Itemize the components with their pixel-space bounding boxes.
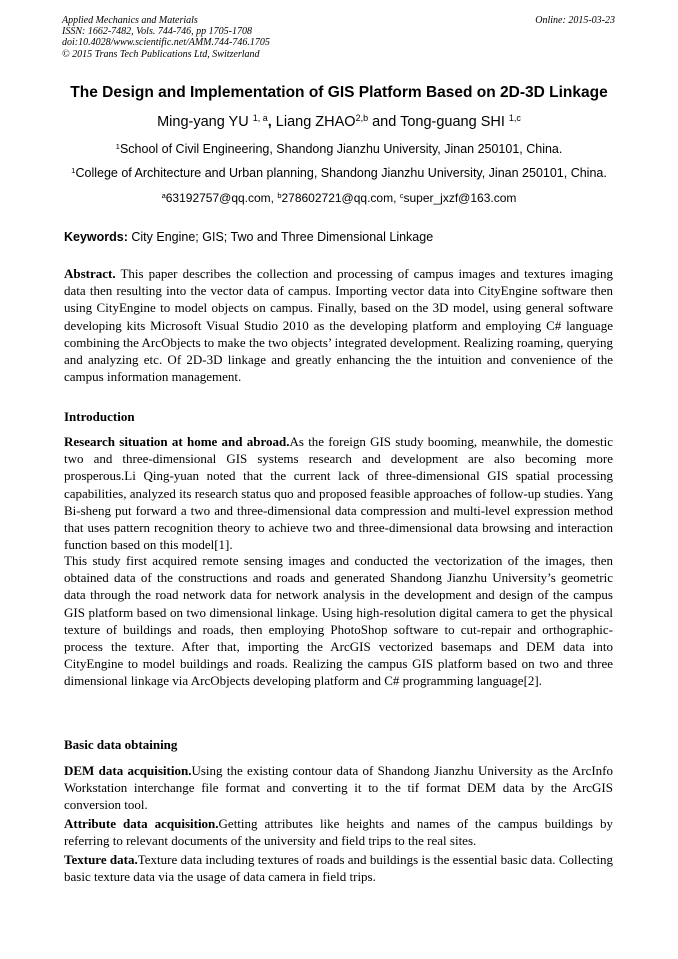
paper-title: The Design and Implementation of GIS Platform Based on 2D-3D Linkage — [70, 84, 608, 101]
attribute-paragraph — [64, 815, 613, 849]
texture-paragraph — [64, 851, 613, 885]
email-a-mark: a — [161, 190, 166, 200]
author-1: Ming-yang YU — [157, 114, 253, 130]
affiliation-1 — [40, 142, 638, 156]
email-c: super_jxzf@163.com — [403, 191, 517, 205]
copyright-line: © 2015 Trans Tech Publications Ltd, Switzerland — [62, 48, 260, 60]
author-2-affiliation: 2,b — [355, 113, 369, 124]
research-text: As the foreign GIS study booming, meanwhile, the domestic two and three-dimensional GIS systems research and development are also becoming more prosperous.Li Qing-yuan noted that the current lack of three-dimensional GIS spatial processing capabilities, analyzed its research status quo and proposed feasible approaches of follow-up studies. Yang Bi-sheng put forward a two and three-dimensional data compression and multi-level expression method that uses pattern recognition theory to achieve two and three-dimensional data browsing and interaction function based on this model[1]. — [64, 434, 613, 553]
affiliation-2-text: College of Architecture and Urban planning, Shandong Jianzhu University, Jinan 250101, China. — [75, 166, 607, 180]
study-paragraph: This study first acquired remote sensing images and conducted the vectorization of the images, then obtained data of the constructions and roads and generated Shandong Jianzhu University’s geometric data through the road network data for network analysis in the development and design of the campus GIS platform based on two dimensional linkage. Using high-resolution digital camera to get the physical texture of buildings and roads, then employing PhotoShop software to cut-repair and orthographic-process the texture. After that, importing the ArcGIS vectorized basemaps and DEM data into CityEngine to model buildings and roads. Realizing the campus GIS platform based on two and three dimensional linkage via ArcObjects developing platform and C# programming language[2]. — [64, 553, 613, 689]
email-c-mark: c — [399, 190, 404, 200]
texture-label: Texture data. — [64, 852, 138, 867]
basic-data-heading: Basic data obtaining — [64, 737, 178, 752]
keywords-text: City Engine; GIS; Two and Three Dimensional Linkage — [127, 230, 434, 244]
author-separator: , — [267, 114, 276, 130]
author-2: Liang ZHAO — [275, 114, 356, 130]
dem-label: DEM data acquisition. — [64, 763, 192, 778]
attribute-label: Attribute data acquisition. — [64, 816, 219, 831]
issn-line: ISSN: 1662-7482, Vols. 744-746, pp 1705-1708 — [62, 26, 252, 38]
abstract-label: Abstract. — [64, 266, 116, 281]
affiliation-2 — [40, 166, 638, 180]
online-date: Online: 2015-03-23 — [535, 15, 615, 26]
dem-text: Using the existing contour data of Shandong Jianzhu University as the ArcInfo Workstation interchange file format and converting it to the tif format DEM data by the ArcGIS conversion tool. — [64, 763, 614, 813]
keywords-label: Keywords: — [64, 230, 128, 244]
affiliation-1-text: School of Civil Engineering, Shandong Jianzhu University, Jinan 250101, China. — [119, 142, 563, 156]
email-b: 278602721@qq.com, — [281, 191, 400, 205]
email-b-mark: b — [277, 190, 282, 200]
abstract-text: This paper describes the collection and processing of campus images and textures imaging data then resulting into the vector data of campus. Importing vector data into CityEngine software then using CityEngine to model objects on campus. Finally, based on the 3D model, using general software developing kits Microsoft Visual Studio 2010 as the developing platform and employing C# language combining the ArcObjects to make the two objects’ integrated development. Realizing roaming, querying and analyzing etc. Of 2D-3D linkage and greatly enhancing the the intuition and convenience of the campus information management. — [64, 266, 613, 385]
affiliation-1-mark: 1 — [115, 141, 120, 151]
texture-text: Texture data including textures of roads and buildings is the essential basic data. Collecting basic texture data via the usage of data camera in field trips. — [64, 852, 613, 885]
author-separator-and: and — [368, 114, 401, 130]
affiliation-2-mark: 1 — [71, 165, 76, 175]
author-3: Tong-guang SHI — [400, 114, 509, 130]
author-list — [40, 114, 638, 130]
doi-line: doi:10.4028/www.scientific.net/AMM.744-746.1705 — [62, 37, 270, 49]
journal-header — [62, 15, 615, 60]
email-a: 63192757@qq.com, — [165, 191, 278, 205]
attribute-text: Getting attributes like heights and names of the campus buildings by referring to relevant documents of the university and field trips to the real sites. — [64, 816, 613, 849]
abstract-paragraph — [64, 265, 613, 385]
research-paragraph — [64, 433, 613, 553]
introduction-heading: Introduction — [64, 409, 135, 424]
journal-name: Applied Mechanics and Materials — [62, 15, 198, 26]
research-label: Research situation at home and abroad. — [64, 434, 290, 449]
dem-paragraph — [64, 762, 613, 814]
author-3-affiliation: 1,c — [508, 113, 521, 124]
email-list — [40, 191, 638, 205]
keywords-line — [64, 230, 433, 244]
author-1-affiliation: 1, a — [252, 113, 268, 124]
